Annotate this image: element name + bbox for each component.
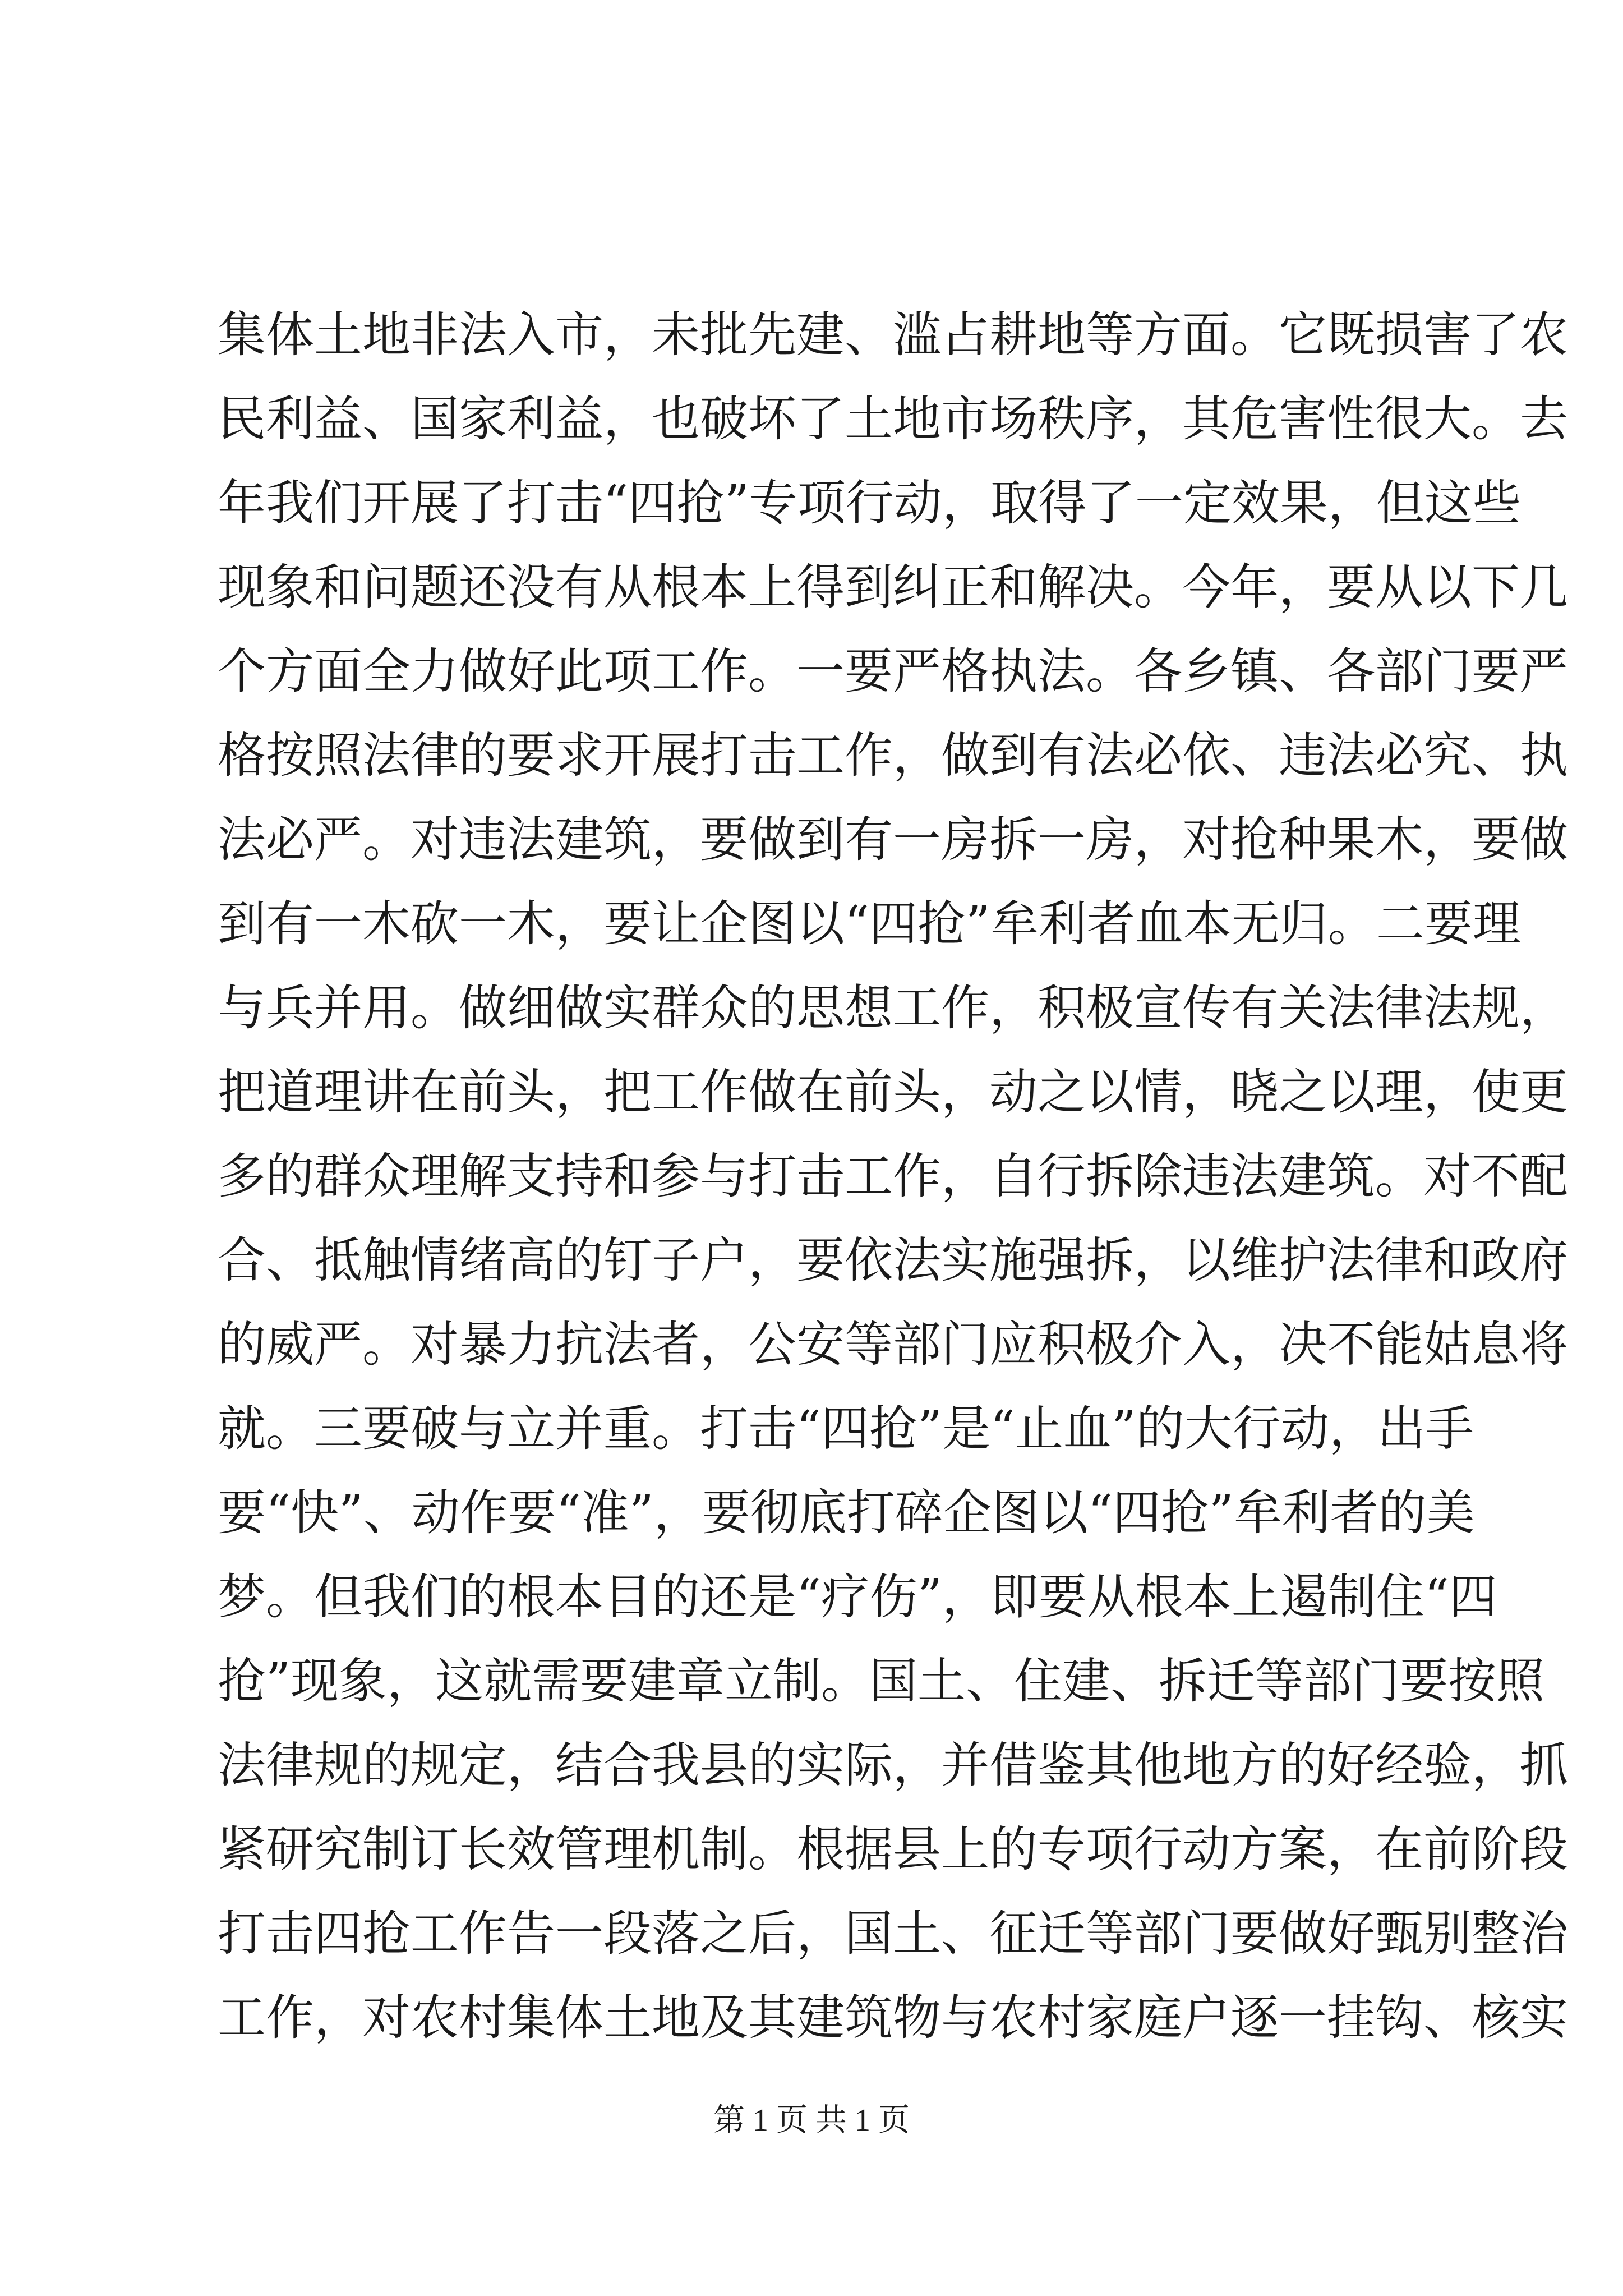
text-line: 法律规的规定，结合我县的实际，并借鉴其他地方的好经验，抓 <box>218 1737 1568 1793</box>
text-line: 民利益、国家利益，也破坏了土地市场秩序，其危害性很大。去 <box>218 391 1568 447</box>
text-line: 多的群众理解支持和参与打击工作，自行拆除违法建筑。对不配 <box>218 1148 1568 1204</box>
text-line: 的威严。对暴力抗法者，公安等部门应积极介入，决不能姑息将 <box>218 1317 1568 1373</box>
text-line: 紧研究制订长效管理机制。根据县上的专项行动方案，在前阶段 <box>218 1821 1568 1878</box>
text-line: 年我们开展了打击“四抢”专项行动，取得了一定效果，但这些 <box>218 475 1521 531</box>
text-line: 工作，对农村集体土地及其建筑物与农村家庭户逐一挂钩、核实 <box>218 1990 1568 2046</box>
text-line: 要“快”、动作要“准”，要彻底打碎企图以“四抢”牟利者的美 <box>218 1485 1475 1541</box>
text-line: 梦。但我们的根本目的还是“疗伤”，即要从根本上遏制住“四 <box>218 1569 1497 1625</box>
text-line: 现象和问题还没有从根本上得到纠正和解决。今年，要从以下几 <box>218 559 1568 615</box>
text-line: 到有一木砍一木，要让企图以“四抢”牟利者血本无归。二要理 <box>218 896 1521 952</box>
text-line: 打击四抢工作告一段落之后，国土、征迁等部门要做好甄别整治 <box>218 1906 1568 1962</box>
page-footer <box>0 2101 1623 2140</box>
page-number-label: 第 1 页 共 1 页 <box>713 2103 910 2138</box>
text-line: 与兵并用。做细做实群众的思想工作，积极宣传有关法律法规， <box>218 980 1568 1036</box>
text-line: 格按照法律的要求开展打击工作，做到有法必依、违法必究、执 <box>218 728 1568 784</box>
text-line: 集体土地非法入市，未批先建、滥占耕地等方面。它既损害了农 <box>218 307 1568 363</box>
text-line: 把道理讲在前头，把工作做在前头，动之以情，晓之以理，使更 <box>218 1064 1568 1120</box>
text-line: 抢”现象，这就需要建章立制。国土、住建、拆迁等部门要按照 <box>218 1653 1544 1709</box>
body-text <box>218 293 1568 2060</box>
text-line: 法必严。对违法建筑，要做到有一房拆一房，对抢种果木，要做 <box>218 812 1568 868</box>
text-line: 个方面全力做好此项工作。一要严格执法。各乡镇、各部门要严 <box>218 643 1568 700</box>
text-line: 合、抵触情绪高的钉子户，要依法实施强拆，以维护法律和政府 <box>218 1232 1568 1289</box>
text-line: 就。三要破与立并重。打击“四抢”是“止血”的大行动，出手 <box>218 1401 1474 1457</box>
